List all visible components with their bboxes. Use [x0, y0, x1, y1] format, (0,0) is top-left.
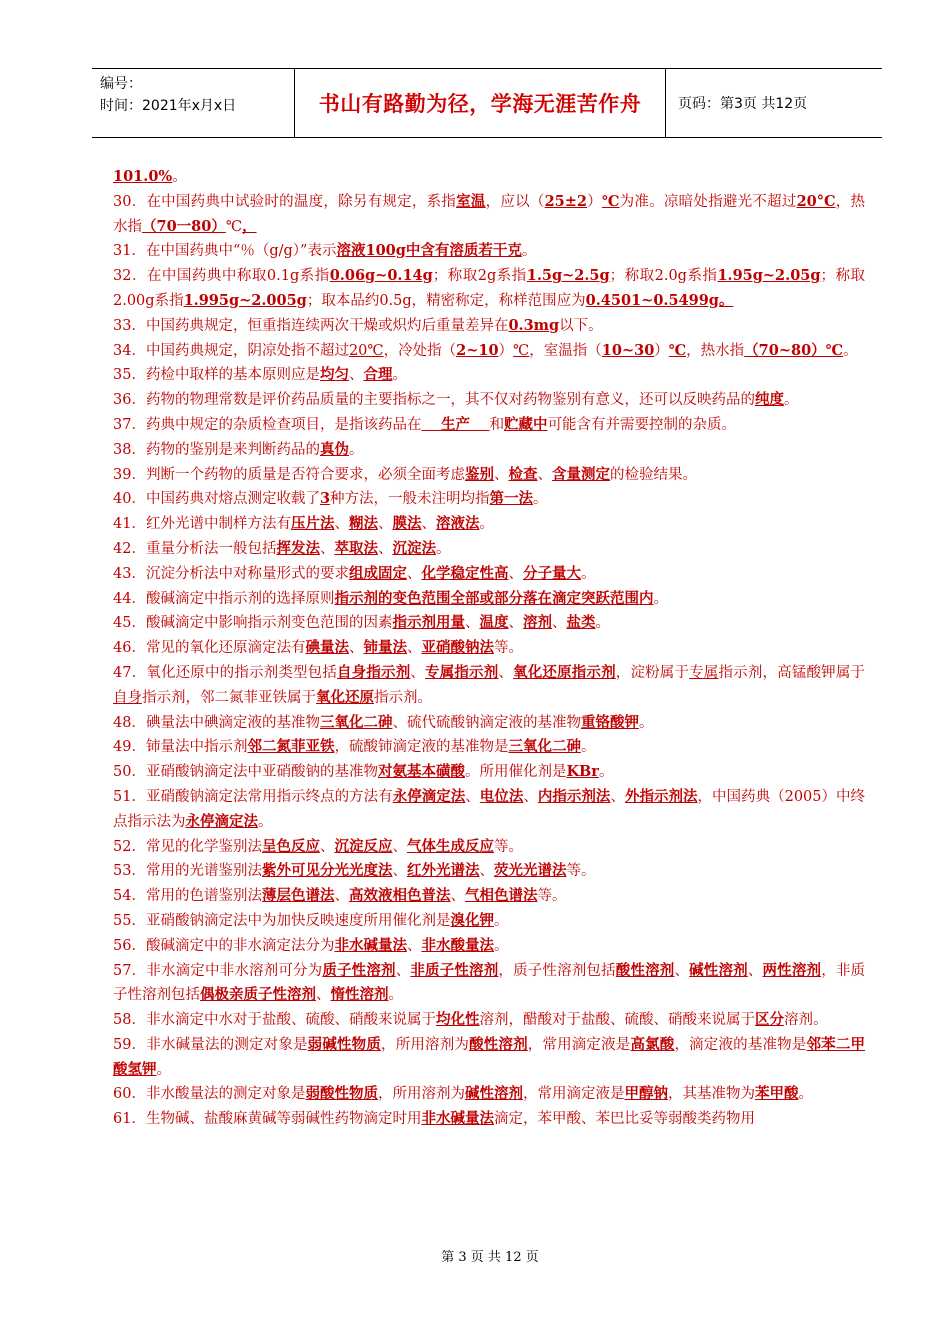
question-text: ，硫酸铈滴定液的基准物是	[334, 739, 509, 756]
list-item	[113, 611, 865, 636]
list-item	[113, 438, 865, 463]
question-text: 以下。	[559, 317, 603, 334]
question-text: 60．非水酸量法的测定对象是	[113, 1086, 306, 1103]
answer-text: 永停滴定法	[185, 812, 258, 830]
question-text: 、	[610, 788, 625, 805]
answer-text: 101.0%	[113, 168, 173, 185]
question-text: 。	[392, 367, 407, 384]
number-label: 编号：	[100, 76, 142, 92]
answer-text: 三氧化二砷	[508, 738, 581, 756]
question-text: ，室温指（	[529, 342, 602, 359]
question-text: 32．在中国药典中称取0.1g系指	[113, 268, 330, 285]
answer-text: 溶剂	[522, 614, 552, 632]
answer-text: 组成固定	[348, 564, 407, 582]
question-text: 、	[406, 565, 422, 582]
question-text: 、	[377, 540, 393, 557]
question-text: ；称取2.00g系指	[113, 268, 866, 309]
question-text: 、	[392, 863, 407, 880]
question-text: 指示剂，高锰酸钾属于	[718, 664, 866, 681]
answer-text: 压片法	[290, 515, 335, 533]
question-text: ，热水指	[113, 193, 866, 235]
question-text: 、	[551, 615, 567, 632]
list-item	[113, 1107, 865, 1132]
question-text: ；称取2.0g系指	[609, 268, 718, 285]
list-item	[113, 413, 865, 438]
question-text: 种方法，一般未注明均指	[330, 491, 490, 508]
answer-text: ，	[242, 217, 257, 235]
question-text: 61．生物碱、盐酸麻黄碱等弱碱性药物滴定时用	[113, 1111, 422, 1128]
question-text: 、	[316, 987, 331, 1004]
answer-text: （70~80）℃	[744, 341, 844, 359]
question-text: 44．酸碱滴定中指示剂的选择原则	[113, 590, 335, 607]
question-text: 。	[595, 615, 610, 632]
answer-text: 高氯酸	[630, 1035, 675, 1053]
question-text: 。	[798, 1086, 813, 1103]
question-text: 。所用催化剂是	[464, 764, 567, 781]
question-text: 。	[479, 516, 494, 533]
question-text: 41．红外光谱中制样方法有	[113, 516, 291, 533]
answer-text: 酸性溶剂	[615, 961, 675, 979]
question-text: 、	[406, 937, 422, 954]
question-text: ，非质子性溶剂包括	[113, 962, 866, 1004]
underlined-text: 20℃	[348, 342, 384, 359]
answer-text: 内指示剂法	[537, 787, 611, 805]
answer-text: 贮藏中	[504, 415, 548, 433]
list-item	[113, 1008, 865, 1033]
answer-text: 碱性溶剂	[464, 1085, 523, 1103]
list-item	[113, 909, 865, 934]
question-text: 、	[674, 962, 690, 979]
question-text: 。	[156, 1061, 171, 1078]
question-text: 49．铈量法中指示剂	[113, 739, 248, 756]
answer-text: 糊法	[348, 515, 378, 533]
answer-text: （70一80）	[142, 217, 226, 235]
page-footer: 第 3 页 共 12 页	[441, 1250, 539, 1265]
question-text: ，淀粉属于	[615, 664, 690, 681]
answer-text: 气体生成反应	[406, 837, 494, 855]
question-text: 、	[450, 888, 465, 905]
question-text: 、	[465, 788, 480, 805]
answer-text: 弱酸性物质	[305, 1085, 378, 1103]
answer-text: 膜法	[392, 515, 422, 533]
question-text: 。	[638, 714, 654, 731]
answer-text: 纯度	[754, 391, 784, 409]
answer-text: 两性溶剂	[762, 961, 822, 979]
question-text: 、	[508, 565, 523, 582]
question-text: 37．药典中规定的杂质检查项目，是指该药品在	[113, 416, 422, 433]
answer-text: 25±2	[544, 192, 587, 210]
answer-text: 指示剂的变色范围全部或部分落在滴定突跃范围内	[334, 589, 654, 607]
answer-text: 0.4501~0.5499g。	[585, 291, 734, 309]
answer-text: 自身指示剂	[337, 663, 411, 681]
answer-text: 亚硝酸钠法	[421, 639, 494, 657]
list-item	[113, 487, 865, 512]
question-text: 、	[410, 664, 426, 681]
header-page-cell	[666, 69, 882, 137]
question-text: 38．药物的鉴别是来判断药品的	[113, 441, 320, 458]
question-text: ）	[498, 342, 514, 359]
answer-text: 酸性溶剂	[469, 1035, 528, 1053]
question-text: 42．重量分析法一般包括	[113, 540, 277, 557]
answer-text: 苯甲酸	[754, 1085, 799, 1103]
answer-text: 沉淀反应	[334, 837, 393, 855]
question-text: 。	[533, 491, 548, 508]
question-text: 。	[580, 565, 596, 582]
question-text: 的检验结果。	[609, 466, 697, 483]
list-item	[113, 190, 865, 240]
answer-text: 质子性溶剂	[322, 961, 396, 979]
question-text: 。	[172, 169, 187, 185]
question-text: ，质子性溶剂包括	[498, 962, 616, 979]
answer-text: 对氨基本磺酸	[377, 763, 465, 781]
question-text: 59．非水碱量法的测定对象是	[113, 1036, 308, 1053]
answer-text: 区分	[754, 1011, 784, 1029]
answer-text: 非质子性溶剂	[410, 961, 499, 979]
answer-text: 氧化还原指示剂	[513, 663, 616, 681]
list-item	[113, 339, 865, 364]
list-item	[113, 835, 865, 860]
answer-text: 非水酸量法	[421, 936, 494, 954]
list-item	[113, 884, 865, 909]
answer-text: ℃	[602, 192, 620, 210]
question-text: 36．药物的物理常数是评价药品质量的主要指标之一，其不仅对药物鉴别有意义，还可以反映药品的	[113, 392, 755, 409]
underlined-text: 专属	[689, 664, 719, 681]
question-text: 。	[653, 590, 668, 607]
answer-text: 检查	[508, 465, 538, 483]
question-text: ，常用滴定液是	[527, 1036, 631, 1053]
question-text: 等。	[537, 888, 567, 905]
question-text: 58．非水滴定中水对于盐酸、硫酸、硝酸来说属于	[113, 1012, 436, 1029]
list-item	[113, 264, 865, 314]
question-text: 31．在中国药典中“％（g/g）”表示	[113, 243, 337, 260]
list-item	[113, 1082, 865, 1107]
answer-text: 10~30	[601, 341, 655, 359]
page-number-label: 页码：第3页 共12页	[678, 96, 808, 112]
answer-text: 铈量法	[363, 639, 407, 657]
question-text: ）	[654, 342, 669, 359]
answer-text: 均匀	[319, 366, 349, 384]
answer-text: 分子量大	[522, 564, 581, 582]
question-text: 指示剂。	[374, 689, 432, 706]
question-text: 、	[319, 838, 335, 855]
header-info	[92, 69, 294, 137]
question-text: 。	[843, 342, 858, 359]
question-text: 、	[421, 516, 436, 533]
header-motto-cell	[294, 69, 666, 137]
answer-text: 1.95g~2.05g	[717, 267, 821, 285]
question-text: 、	[395, 962, 411, 979]
answer-text: 第一法	[489, 490, 534, 508]
question-text: 48．碘量法中碘滴定液的基准物	[113, 714, 320, 731]
time-label: 时间：2021年x月x日	[100, 98, 237, 114]
question-text: 52．常见的化学鉴别法	[113, 838, 262, 855]
answer-text: 盐类	[566, 614, 596, 632]
question-text: 溶剂。	[783, 1012, 828, 1029]
answer-text: 重铬酸钾	[580, 713, 639, 731]
answer-text: 温度	[479, 614, 509, 632]
answer-text: 0.3mg	[508, 316, 560, 334]
question-text: 。	[348, 441, 364, 458]
answer-text: 1.995g~2.005g	[183, 291, 307, 309]
answer-text: 20°C	[796, 192, 836, 210]
question-text: ℃	[225, 218, 243, 235]
question-text: 、	[392, 838, 407, 855]
question-text: 39．判断一个药物的质量是否符合要求，必须全面考虑	[113, 466, 465, 483]
question-text: 30．在中国药典中试验时的温度，除另有规定，系指	[113, 193, 457, 210]
question-text: 。	[258, 813, 273, 830]
question-text: ，热水指	[686, 342, 745, 359]
question-text: 。	[580, 739, 596, 756]
answer-text: 电位法	[479, 787, 524, 805]
underlined-text: 自身	[113, 689, 142, 706]
answer-text: 室温	[456, 192, 486, 210]
list-item	[113, 314, 865, 339]
question-text: 等。	[493, 640, 523, 657]
list-item	[113, 463, 865, 488]
answer-text: 高效液相色普法	[348, 887, 451, 905]
answer-text: 合理	[363, 366, 393, 384]
answer-text: 沉淀法	[392, 539, 436, 557]
list-item	[113, 363, 865, 388]
question-text: 为准。凉暗处指避光不超过	[619, 193, 797, 210]
question-text: 40．中国药典对熔点测定收载了	[113, 491, 320, 508]
list-item	[113, 587, 865, 612]
question-text: 指示剂，邻二氮菲亚铁属于	[142, 689, 316, 706]
answer-text: 邻二氮菲亚铁	[247, 738, 335, 756]
answer-text: 碘量法	[305, 639, 349, 657]
motto-text: 书山有路勤为径，学海无涯苦作舟	[318, 92, 642, 116]
question-text: 。	[783, 392, 799, 409]
list-item	[113, 711, 865, 736]
question-text: 等。	[566, 863, 596, 880]
list-item	[113, 636, 865, 661]
answer-text: 碱性溶剂	[689, 961, 748, 979]
question-text: 、	[508, 615, 523, 632]
answer-text: 3	[319, 490, 331, 508]
answer-text: 化学稳定性高	[421, 564, 509, 582]
answer-text: 鉴别	[464, 465, 494, 483]
question-text: 溶剂，醋酸对于盐酸、硫酸、硝酸来说属于	[479, 1012, 755, 1029]
list-item	[113, 512, 865, 537]
question-text: 。	[388, 987, 403, 1004]
answer-text: 偶极亲质子性溶剂	[200, 986, 316, 1004]
answer-text: 溴化钾	[450, 911, 494, 929]
answer-text: 红外光谱法	[406, 862, 480, 880]
list-item	[113, 735, 865, 760]
list-item	[113, 562, 865, 587]
question-text: 、	[406, 640, 422, 657]
question-text: 、	[747, 962, 763, 979]
question-text: 。	[493, 937, 509, 954]
question-text: 、	[348, 640, 364, 657]
answer-text: 气相色谱法	[464, 887, 538, 905]
answer-text: 邻苯二甲酸氢钾	[113, 1035, 866, 1078]
answer-text: 甲醇钠	[624, 1085, 668, 1103]
answer-text: 专属指示剂	[425, 663, 499, 681]
question-text: 51．亚硝酸钠滴定法常用指示终点的方法有	[113, 788, 393, 805]
answer-text: 溶液100g中含有溶质若干克	[336, 242, 522, 260]
question-text: ，常用滴定液是	[522, 1086, 625, 1103]
question-text: ，所用溶剂为	[377, 1086, 465, 1103]
question-text: ，应以（	[485, 193, 545, 210]
question-text: ，滴定液的基准物是	[674, 1036, 807, 1053]
list-item	[113, 959, 865, 1009]
question-text: 35．药检中取样的基本原则应是	[113, 367, 320, 384]
question-text: 等。	[493, 838, 523, 855]
list-item	[113, 165, 865, 190]
list-item	[113, 785, 865, 835]
answer-text: 萃取法	[334, 539, 378, 557]
answer-text: 非水碱量法	[421, 1110, 494, 1128]
answer-text: 弱碱性物质	[307, 1035, 382, 1053]
answer-text: 非水碱量法	[334, 936, 407, 954]
question-text: ；取本品约0.5g，精密称定，称样范围应为	[306, 292, 586, 309]
question-text: ）	[587, 193, 602, 210]
question-text: ，所用溶剂为	[381, 1036, 470, 1053]
question-text: 54．常用的色谱鉴别法	[113, 888, 262, 905]
question-text: 55．亚硝酸钠滴定法中为加快反映速度所用催化剂是	[113, 912, 451, 929]
page-header	[92, 68, 882, 138]
question-text: 、	[537, 466, 552, 483]
question-text: 50．亚硝酸钠滴定法中亚硝酸钠的基准物	[113, 764, 378, 781]
answer-text: 均化性	[435, 1011, 480, 1029]
answer-text: 惰性溶剂	[330, 986, 389, 1004]
answer-text: 0.06g~0.14g	[329, 267, 433, 285]
question-text: 、	[334, 516, 349, 533]
question-text: 、	[464, 615, 480, 632]
question-text: 、	[377, 516, 393, 533]
answer-text: 挥发法	[276, 539, 320, 557]
question-text: 46．常见的氧化还原滴定法有	[113, 640, 306, 657]
question-text: 。	[521, 243, 537, 260]
underlined-text: ℃	[513, 342, 530, 359]
answer-text: 溶液法	[435, 515, 480, 533]
question-text: 57．非水滴定中非水溶剂可分为	[113, 962, 323, 979]
question-text: 滴定，苯甲酸、苯巴比妥等弱酸类药物用	[493, 1111, 755, 1128]
question-text: 。	[435, 540, 451, 557]
list-item	[113, 859, 865, 884]
answer-text: 氧化还原	[316, 688, 374, 706]
question-text: 45．酸碱滴定中影响指示剂变色范围的因素	[113, 615, 393, 632]
question-text: ，冷处指（	[383, 342, 457, 359]
list-item	[113, 239, 865, 264]
question-text: 、	[498, 664, 514, 681]
question-text: 43．沉淀分析法中对称量形式的要求	[113, 565, 349, 582]
document-body	[113, 165, 865, 1132]
question-text: 33．中国药典规定，恒重指连续两次干燥或炽灼后重量差异在	[113, 317, 509, 334]
answer-text: 永停滴定法	[392, 787, 466, 805]
question-text: 、	[523, 788, 538, 805]
question-text: 、	[319, 540, 335, 557]
answer-text: 生产	[421, 415, 490, 433]
answer-text: 2~10	[456, 341, 499, 359]
answer-text: 呈色反应	[261, 837, 320, 855]
answer-text: 荧光光谱法	[493, 862, 567, 880]
question-text: 、	[348, 367, 364, 384]
question-text: 53．常用的光谱鉴别法	[113, 863, 262, 880]
question-text: 。	[493, 912, 509, 929]
answer-text: 真伪	[319, 440, 349, 458]
list-item	[113, 537, 865, 562]
question-text: 可能含有并需要控制的杂质。	[547, 416, 737, 433]
list-item	[113, 388, 865, 413]
question-text: 、	[479, 863, 494, 880]
answer-text: 1.5g~2.5g	[526, 267, 610, 285]
answer-text: 指示剂用量	[392, 614, 465, 632]
answer-text: 三氧化二砷	[319, 713, 393, 731]
question-text: 34．中国药典规定，阴凉处指不超过	[113, 342, 349, 359]
list-item	[113, 934, 865, 959]
answer-text: 薄层色谱法	[261, 887, 335, 905]
question-text: 、	[493, 466, 509, 483]
answer-text: 紫外可见分光光度法	[261, 862, 393, 880]
question-text: 和	[489, 416, 505, 433]
question-text: 。	[598, 764, 614, 781]
list-item	[113, 760, 865, 785]
question-text: ；称取2g系指	[432, 268, 527, 285]
question-text: 、硫代硫酸钠滴定液的基准物	[392, 714, 581, 731]
question-text: 、	[334, 888, 349, 905]
answer-text: KBr	[566, 763, 599, 781]
answer-text: ℃	[668, 341, 687, 359]
answer-text: 含量测定	[551, 465, 610, 483]
question-text: ，其基准物为	[667, 1086, 755, 1103]
list-item	[113, 1033, 865, 1083]
question-text: 56．酸碱滴定中的非水滴定法分为	[113, 937, 335, 954]
answer-text: 外指示剂法	[624, 787, 698, 805]
question-text: 47．氧化还原中的指示剂类型包括	[113, 664, 338, 681]
list-item	[113, 661, 865, 711]
question-text: ，中国药典（2005）中终点指示法为	[113, 788, 866, 830]
